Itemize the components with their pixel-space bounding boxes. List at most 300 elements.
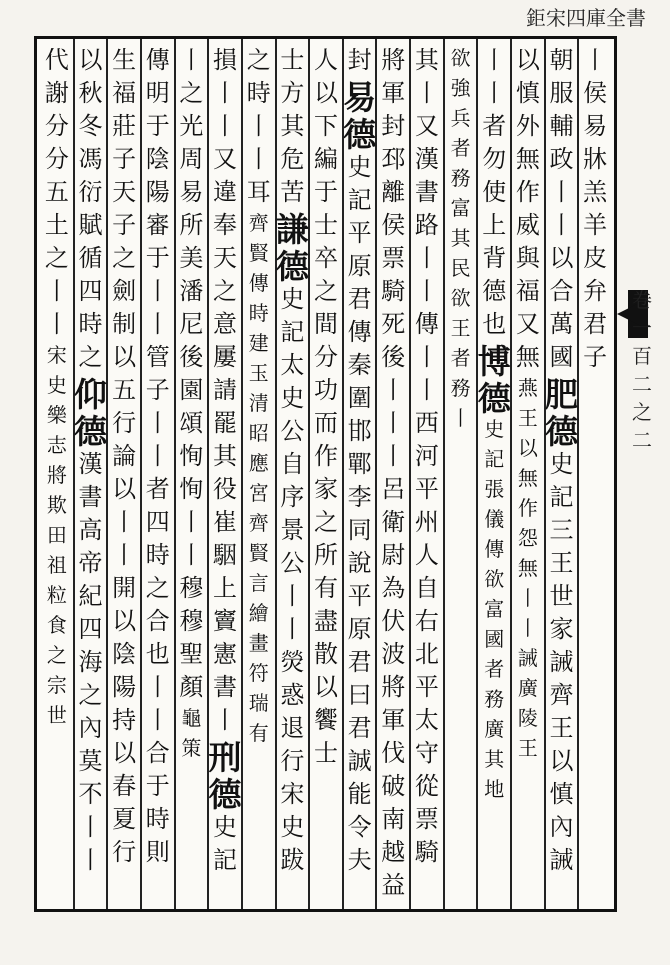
text-char: 德 <box>482 277 507 305</box>
text-char: 丨 <box>517 616 538 640</box>
text-char: 太 <box>414 706 439 734</box>
text-char: 之 <box>145 574 170 602</box>
text-char: 尼 <box>179 310 204 338</box>
text-char: 饗 <box>313 706 338 734</box>
text-char: 行 <box>112 838 137 866</box>
text-char: 無 <box>517 466 538 490</box>
text-char: 羊 <box>583 211 608 239</box>
text-char: 公 <box>280 417 305 445</box>
text-char: 太 <box>280 351 305 379</box>
text-char: 誠 <box>347 747 372 775</box>
text-char: 衛 <box>381 508 406 536</box>
text-char: 從 <box>414 772 439 800</box>
text-char: 景 <box>280 516 305 544</box>
text-char: 合 <box>549 277 574 305</box>
text-char: 顏 <box>179 673 204 701</box>
text-column <box>376 48 410 906</box>
text-char: 史 <box>549 450 574 478</box>
text-char: 破 <box>381 772 406 800</box>
text-char: 士 <box>313 211 338 239</box>
text-char: 欲 <box>450 286 471 310</box>
heading-char: 刑 <box>208 738 242 777</box>
text-char: 路 <box>414 211 439 239</box>
text-char: 傳 <box>414 310 439 338</box>
text-char: 又 <box>213 145 238 173</box>
text-char: 說 <box>347 549 372 577</box>
text-char: 家 <box>313 475 338 503</box>
text-char: 符 <box>248 661 269 685</box>
text-char: 衍 <box>78 178 103 206</box>
text-char: 李 <box>347 483 372 511</box>
text-char: 其 <box>450 226 471 250</box>
text-char: 記 <box>213 846 238 874</box>
text-char: 羔 <box>583 178 608 206</box>
margin-char: 二 <box>632 372 652 396</box>
text-char: 無 <box>517 556 538 580</box>
text-char: 欲 <box>484 567 505 591</box>
text-char: 丨 <box>213 79 238 107</box>
text-char: 兵 <box>450 106 471 130</box>
text-char: 循 <box>78 244 103 272</box>
text-char: 子 <box>112 211 137 239</box>
text-char: 外 <box>515 112 540 140</box>
text-char: 北 <box>414 640 439 668</box>
text-column <box>208 48 242 906</box>
text-char: 以 <box>549 747 574 775</box>
heading-char: 肥 <box>545 375 579 414</box>
text-column <box>343 48 377 906</box>
text-char: 者 <box>145 475 170 503</box>
text-char: 丨 <box>145 409 170 437</box>
text-char: 于 <box>145 244 170 272</box>
text-char: 務 <box>450 376 471 400</box>
text-char: 丨 <box>145 310 170 338</box>
text-char: 園 <box>179 376 204 404</box>
text-char: 劍 <box>112 277 137 305</box>
text-char: 五 <box>112 376 137 404</box>
text-char: 之 <box>44 244 69 272</box>
text-char: 五 <box>44 178 69 206</box>
text-char: 子 <box>145 376 170 404</box>
text-char: 西 <box>414 409 439 437</box>
text-char: 記 <box>347 186 372 214</box>
text-char: 作 <box>515 178 540 206</box>
text-char: 四 <box>145 508 170 536</box>
text-char: 傳 <box>484 537 505 561</box>
text-char: 內 <box>78 714 103 742</box>
text-char: 丨 <box>414 343 439 371</box>
text-char: 竇 <box>213 607 238 635</box>
text-char: 以 <box>112 343 137 371</box>
text-char: 分 <box>44 112 69 140</box>
text-char: 有 <box>248 721 269 745</box>
text-char: 齊 <box>549 681 574 709</box>
text-char: 馮 <box>78 145 103 173</box>
text-char: 苦 <box>280 178 305 206</box>
text-char: 欺 <box>46 493 67 517</box>
text-char: 駰 <box>213 541 238 569</box>
text-char: 丨 <box>213 112 238 140</box>
margin-char: 二 <box>632 428 652 452</box>
heading-char: 德 <box>477 379 511 418</box>
text-char: 賢 <box>248 541 269 565</box>
margin-char: 一 <box>632 316 652 340</box>
text-char: 騎 <box>414 838 439 866</box>
text-char: 易 <box>583 112 608 140</box>
text-char: 跋 <box>280 846 305 874</box>
text-char: 以 <box>313 673 338 701</box>
text-char: 朝 <box>549 48 574 74</box>
text-char: 管 <box>145 343 170 371</box>
text-char: 時 <box>145 541 170 569</box>
text-char: 春 <box>112 772 137 800</box>
text-char: 書 <box>213 673 238 701</box>
text-char: 伏 <box>381 607 406 635</box>
text-char: 丨 <box>450 406 471 430</box>
text-char: 書 <box>78 483 103 511</box>
heading-char: 謙 <box>275 210 309 249</box>
text-char: 恂 <box>179 442 204 470</box>
text-char: 世 <box>46 703 67 727</box>
text-char: 下 <box>313 112 338 140</box>
text-char: 之 <box>78 681 103 709</box>
text-char: 志 <box>46 433 67 457</box>
text-char: 史 <box>46 373 67 397</box>
text-char: 萬 <box>549 310 574 338</box>
text-char: 穆 <box>179 574 204 602</box>
text-char: 使 <box>482 178 507 206</box>
text-char: 自 <box>414 574 439 602</box>
text-char: 賢 <box>248 241 269 265</box>
text-char: 作 <box>313 442 338 470</box>
text-char: 宗 <box>46 673 67 697</box>
header-char: 書 <box>626 6 646 30</box>
text-char: 王 <box>517 736 538 760</box>
text-char: 丨 <box>414 244 439 272</box>
text-char: 地 <box>484 777 505 801</box>
text-char: 損 <box>213 48 238 74</box>
text-char: 服 <box>549 79 574 107</box>
text-char: 時 <box>248 301 269 325</box>
text-char: 陰 <box>145 145 170 173</box>
text-char: 違 <box>213 178 238 206</box>
text-char: 丨 <box>583 48 608 74</box>
text-char: 紀 <box>78 582 103 610</box>
text-char: 南 <box>381 805 406 833</box>
text-char: 將 <box>381 48 406 74</box>
text-char: 散 <box>313 640 338 668</box>
heading-char: 德 <box>343 115 377 154</box>
text-char: 勿 <box>482 145 507 173</box>
margin-char: 百 <box>632 344 652 368</box>
text-char: 也 <box>145 640 170 668</box>
text-char: 冬 <box>78 112 103 140</box>
text-char: 周 <box>179 145 204 173</box>
text-char: 君 <box>347 714 372 742</box>
text-char: 漢 <box>414 145 439 173</box>
text-char: 誡 <box>517 646 538 670</box>
text-column <box>141 48 175 906</box>
text-char: 明 <box>145 79 170 107</box>
text-char: 家 <box>549 615 574 643</box>
text-char: 軍 <box>381 706 406 734</box>
text-char: 熒 <box>280 648 305 676</box>
text-char: 將 <box>381 673 406 701</box>
text-char: 憲 <box>213 640 238 668</box>
text-char: 丨 <box>44 310 69 338</box>
text-char: 封 <box>381 112 406 140</box>
text-char: 丨 <box>381 409 406 437</box>
text-char: 丨 <box>78 813 103 841</box>
text-char: 合 <box>145 607 170 635</box>
text-char: 危 <box>280 145 305 173</box>
heading-char: 博 <box>477 342 511 381</box>
text-char: 丨 <box>414 277 439 305</box>
text-char: 圍 <box>347 384 372 412</box>
text-char: 宋 <box>46 343 67 367</box>
text-char: 後 <box>179 343 204 371</box>
heading-char: 德 <box>275 247 309 286</box>
text-char: 惑 <box>280 681 305 709</box>
text-char: 有 <box>313 574 338 602</box>
text-char: 分 <box>313 343 338 371</box>
header-char: 鉅 <box>526 6 546 30</box>
text-char: 無 <box>515 343 540 371</box>
text-char: 國 <box>484 627 505 651</box>
heading-char: 易 <box>343 78 377 117</box>
text-char: 記 <box>280 318 305 346</box>
text-char: 以 <box>112 475 137 503</box>
header-char: 四 <box>566 6 586 30</box>
text-char: 人 <box>313 48 338 74</box>
text-char: 史 <box>347 153 372 181</box>
text-char: 為 <box>381 574 406 602</box>
text-char: 丨 <box>246 145 271 173</box>
text-char: 以 <box>112 607 137 635</box>
text-char: 威 <box>515 211 540 239</box>
text-char: 令 <box>347 813 372 841</box>
text-char: 史 <box>484 417 505 441</box>
text-char: 天 <box>213 244 238 272</box>
text-char: 耳 <box>246 178 271 206</box>
text-char: 夫 <box>347 846 372 874</box>
text-char: 國 <box>549 343 574 371</box>
text-char: 皮 <box>583 244 608 272</box>
text-char: 平 <box>414 673 439 701</box>
text-char: 務 <box>450 166 471 190</box>
text-char: 玉 <box>248 361 269 385</box>
text-char: 弁 <box>583 277 608 305</box>
text-char: 怨 <box>517 526 538 550</box>
text-char: 丨 <box>280 582 305 610</box>
text-char: 丨 <box>44 277 69 305</box>
text-char: 則 <box>145 838 170 866</box>
header-char: 庫 <box>586 6 606 30</box>
text-char: 帝 <box>78 549 103 577</box>
text-char: 張 <box>484 477 505 501</box>
text-char: 平 <box>414 475 439 503</box>
page-header-strip <box>526 0 646 34</box>
text-char: 儀 <box>484 507 505 531</box>
text-char: 之 <box>78 343 103 371</box>
text-char: 內 <box>549 813 574 841</box>
text-char: 傳 <box>145 48 170 74</box>
text-char: 王 <box>549 549 574 577</box>
text-char: 齊 <box>248 211 269 235</box>
text-char: 而 <box>313 409 338 437</box>
text-char: 卒 <box>313 244 338 272</box>
text-char: 丨 <box>145 706 170 734</box>
text-char: 廣 <box>484 717 505 741</box>
text-char: 粒 <box>46 583 67 607</box>
text-char: 人 <box>414 541 439 569</box>
text-char: 丨 <box>414 376 439 404</box>
text-char: 丨 <box>78 846 103 874</box>
text-char: 編 <box>313 145 338 173</box>
text-char: 代 <box>44 48 69 74</box>
text-char: 右 <box>414 607 439 635</box>
margin-char: 之 <box>632 400 652 424</box>
text-char: 行 <box>280 747 305 775</box>
text-char: 土 <box>44 211 69 239</box>
text-char: 之 <box>313 508 338 536</box>
text-char: 史 <box>280 285 305 313</box>
text-char: 誡 <box>549 846 574 874</box>
text-column <box>40 48 74 906</box>
text-char: 漢 <box>78 450 103 478</box>
text-char: 策 <box>181 736 202 760</box>
text-char: 書 <box>414 178 439 206</box>
text-char: 于 <box>145 112 170 140</box>
text-char: 之 <box>313 277 338 305</box>
text-char: 分 <box>44 145 69 173</box>
text-char: 記 <box>549 483 574 511</box>
text-char: 行 <box>112 409 137 437</box>
text-char: 其 <box>414 48 439 74</box>
text-char: 又 <box>414 112 439 140</box>
text-column <box>107 48 141 906</box>
text-char: 丨 <box>280 615 305 643</box>
text-char: 士 <box>280 48 305 74</box>
text-char: 丨 <box>112 508 137 536</box>
text-char: 票 <box>381 244 406 272</box>
text-char: 所 <box>313 541 338 569</box>
text-char: 輔 <box>549 112 574 140</box>
text-char: 尉 <box>381 541 406 569</box>
text-char: 丨 <box>112 541 137 569</box>
text-char: 呂 <box>381 475 406 503</box>
text-char: 陰 <box>112 640 137 668</box>
text-char: 陵 <box>517 706 538 730</box>
text-char: 者 <box>482 112 507 140</box>
text-char: 賦 <box>78 211 103 239</box>
text-char: 丨 <box>179 541 204 569</box>
text-char: 將 <box>46 463 67 487</box>
text-char: 曰 <box>347 681 372 709</box>
text-char: 務 <box>484 687 505 711</box>
text-column <box>444 48 478 906</box>
text-char: 海 <box>78 648 103 676</box>
text-char: 光 <box>179 112 204 140</box>
text-char: 穆 <box>179 607 204 635</box>
text-char: 秋 <box>78 79 103 107</box>
text-char: 富 <box>450 196 471 220</box>
text-char: 慎 <box>549 780 574 808</box>
text-char: 子 <box>112 145 137 173</box>
text-char: 背 <box>482 244 507 272</box>
text-char: 原 <box>347 252 372 280</box>
text-char: 易 <box>179 178 204 206</box>
text-char: 軍 <box>381 79 406 107</box>
text-char: 封 <box>347 48 372 74</box>
text-char: 丨 <box>213 706 238 734</box>
text-char: 四 <box>78 277 103 305</box>
text-char: 丨 <box>145 442 170 470</box>
text-char: 政 <box>549 145 574 173</box>
text-char: 之 <box>246 48 271 74</box>
text-column <box>74 48 108 906</box>
text-char: 時 <box>78 310 103 338</box>
text-char: 君 <box>347 285 372 313</box>
text-char: 丨 <box>549 178 574 206</box>
text-char: 守 <box>414 739 439 767</box>
text-char: 祖 <box>46 553 67 577</box>
text-char: 言 <box>248 571 269 595</box>
header-char: 全 <box>606 6 626 30</box>
text-char: 方 <box>280 79 305 107</box>
text-char: 牀 <box>583 145 608 173</box>
text-char: 高 <box>78 516 103 544</box>
text-column <box>276 48 310 906</box>
text-char: 君 <box>347 648 372 676</box>
text-char: 開 <box>112 574 137 602</box>
text-char: 邳 <box>381 145 406 173</box>
text-char: 應 <box>248 451 269 475</box>
text-char: 票 <box>414 805 439 833</box>
text-char: 越 <box>381 838 406 866</box>
text-char: 史 <box>213 813 238 841</box>
text-char: 四 <box>78 615 103 643</box>
text-char: 退 <box>280 714 305 742</box>
text-char: 莊 <box>112 112 137 140</box>
text-char: 慎 <box>515 79 540 107</box>
text-char: 丨 <box>517 586 538 610</box>
margin-label <box>618 290 666 910</box>
text-char: 丨 <box>414 79 439 107</box>
text-char: 盡 <box>313 607 338 635</box>
text-char: 丨 <box>549 211 574 239</box>
text-char: 燕 <box>517 376 538 400</box>
text-char: 意 <box>213 310 238 338</box>
text-char: 奉 <box>213 211 238 239</box>
text-char: 世 <box>549 582 574 610</box>
text-column <box>410 48 444 906</box>
text-char: 莫 <box>78 747 103 775</box>
text-char: 序 <box>280 483 305 511</box>
text-char: 平 <box>347 219 372 247</box>
text-char: 平 <box>347 582 372 610</box>
text-char: 公 <box>280 549 305 577</box>
text-char: 又 <box>515 310 540 338</box>
text-column <box>477 48 511 906</box>
text-char: 役 <box>213 475 238 503</box>
text-char: 以 <box>112 739 137 767</box>
text-char: 史 <box>280 813 305 841</box>
text-char: 民 <box>450 256 471 280</box>
text-char: 請 <box>213 376 238 404</box>
text-char: 陽 <box>112 673 137 701</box>
text-char: 之 <box>46 643 67 667</box>
